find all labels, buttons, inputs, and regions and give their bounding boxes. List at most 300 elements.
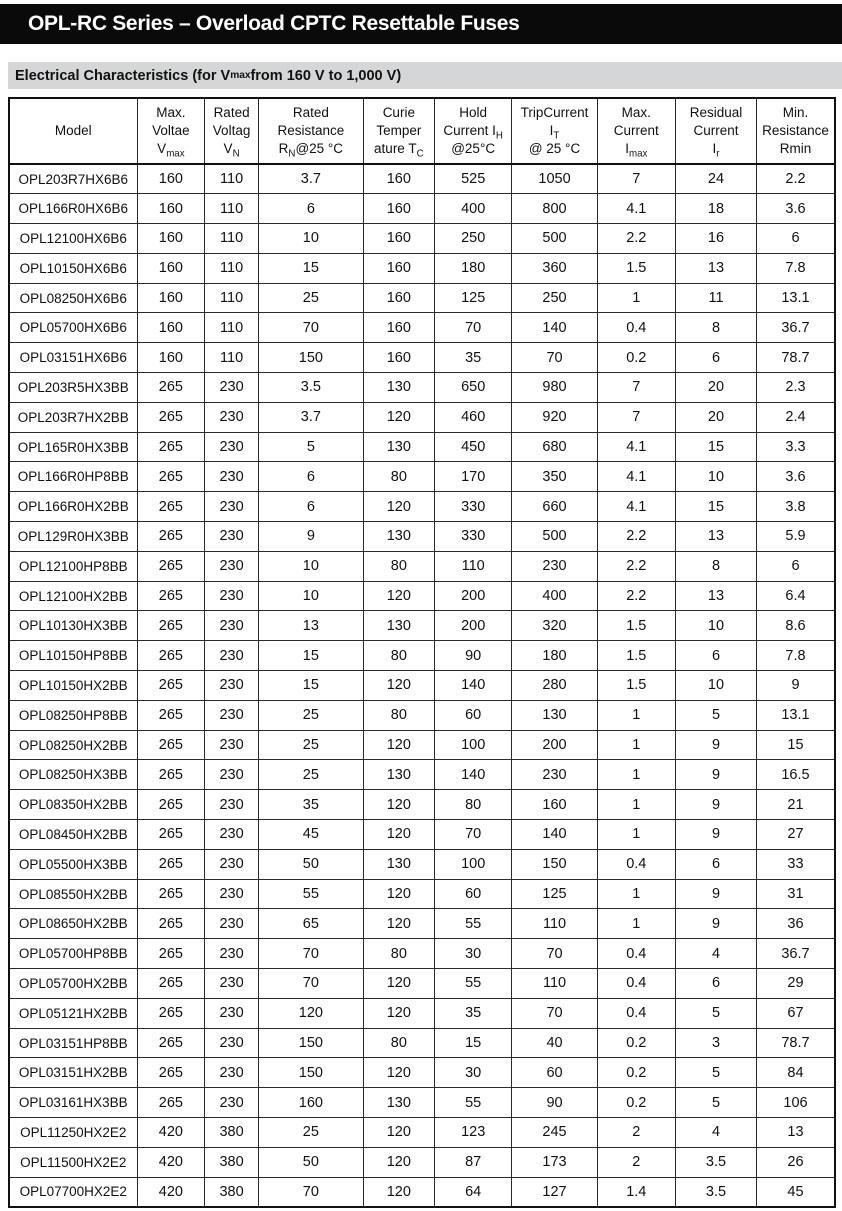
cell-imax: 7 [597, 373, 675, 403]
cell-it: 200 [512, 730, 597, 760]
cell-it: 150 [512, 849, 597, 879]
header-subscript: N [232, 148, 240, 160]
cell-it: 320 [512, 611, 597, 641]
cell-rn: 10 [258, 581, 363, 611]
header-text: @ 25 °C [528, 140, 581, 156]
cell-imax: 1 [597, 700, 675, 730]
table-row [9, 1177, 835, 1207]
cell-vmax: 265 [137, 671, 205, 701]
cell-ih: 525 [434, 164, 512, 194]
cell-ir: 11 [676, 283, 757, 313]
cell-ir: 5 [676, 700, 757, 730]
cell-vn: 110 [205, 164, 259, 194]
cell-imax: 1 [597, 790, 675, 820]
section-header: Electrical Characteristics (for V max from 160 V to 1,000 V) [8, 62, 842, 89]
table-header-row [9, 98, 835, 164]
cell-it: 660 [512, 492, 597, 522]
table-row [9, 492, 835, 522]
table-row [9, 1028, 835, 1058]
cell-vmax: 265 [137, 820, 205, 850]
cell-ir: 24 [676, 164, 757, 194]
cell-tc: 120 [363, 909, 434, 939]
cell-tc: 130 [363, 760, 434, 790]
cell-rn: 25 [258, 283, 363, 313]
header-subscript: T [553, 130, 560, 142]
cell-imax: 4.1 [597, 432, 675, 462]
cell-imax: 2 [597, 1147, 675, 1177]
cell-rmin: 13 [756, 1118, 835, 1148]
cell-rn: 65 [258, 909, 363, 939]
cell-tc: 160 [363, 253, 434, 283]
cell-rn: 10 [258, 224, 363, 254]
cell-imax: 4.1 [597, 492, 675, 522]
cell-imax: 0.4 [597, 849, 675, 879]
table-row [9, 909, 835, 939]
cell-ir: 20 [676, 402, 757, 432]
table-row [9, 164, 835, 194]
cell-model: OPL05700HP8BB [9, 939, 137, 969]
cell-rn: 9 [258, 522, 363, 552]
cell-imax: 1 [597, 909, 675, 939]
cell-vmax: 265 [137, 1028, 205, 1058]
cell-rn: 45 [258, 820, 363, 850]
cell-vn: 230 [205, 1088, 259, 1118]
cell-tc: 130 [363, 849, 434, 879]
cell-ir: 6 [676, 641, 757, 671]
cell-ih: 55 [434, 969, 512, 999]
cell-rmin: 6 [756, 224, 835, 254]
cell-imax: 1 [597, 820, 675, 850]
cell-tc: 120 [363, 820, 434, 850]
cell-tc: 130 [363, 611, 434, 641]
cell-model: OPL08650HX2BB [9, 909, 137, 939]
table-row [9, 373, 835, 403]
cell-it: 70 [512, 998, 597, 1028]
cell-tc: 120 [363, 1147, 434, 1177]
cell-ih: 70 [434, 820, 512, 850]
cell-rn: 3.5 [258, 373, 363, 403]
section-title-pre: Electrical Characteristics (for V [15, 67, 231, 84]
cell-model: OPL10150HP8BB [9, 641, 137, 671]
cell-vn: 380 [205, 1177, 259, 1207]
cell-tc: 120 [363, 879, 434, 909]
section-title-post: from 160 V to 1,000 V) [250, 67, 402, 84]
cell-model: OPL203R5HX3BB [9, 373, 137, 403]
cell-vn: 110 [205, 253, 259, 283]
table-row [9, 730, 835, 760]
cell-imax: 7 [597, 164, 675, 194]
cell-imax: 2.2 [597, 581, 675, 611]
table-row [9, 1147, 835, 1177]
cell-vn: 230 [205, 373, 259, 403]
cell-imax: 0.2 [597, 1028, 675, 1058]
cell-ih: 55 [434, 1088, 512, 1118]
cell-vn: 230 [205, 909, 259, 939]
cell-rmin: 16.5 [756, 760, 835, 790]
cell-rmin: 36 [756, 909, 835, 939]
cell-vmax: 265 [137, 641, 205, 671]
cell-rmin: 31 [756, 879, 835, 909]
cell-vn: 110 [205, 313, 259, 343]
cell-ir: 9 [676, 879, 757, 909]
cell-ih: 200 [434, 611, 512, 641]
cell-ir: 10 [676, 671, 757, 701]
header-text: Hold [459, 105, 488, 121]
cell-it: 400 [512, 581, 597, 611]
header-text: Voltae [152, 123, 190, 139]
header-subscript: max [628, 148, 648, 160]
cell-it: 980 [512, 373, 597, 403]
cell-it: 230 [512, 760, 597, 790]
cell-tc: 160 [363, 313, 434, 343]
cell-model: OPL03151HX2BB [9, 1058, 137, 1088]
cell-tc: 120 [363, 671, 434, 701]
table-row [9, 402, 835, 432]
cell-rn: 25 [258, 760, 363, 790]
cell-vmax: 265 [137, 581, 205, 611]
cell-model: OPL12100HP8BB [9, 551, 137, 581]
cell-ih: 60 [434, 700, 512, 730]
cell-ih: 35 [434, 343, 512, 373]
cell-vmax: 160 [137, 164, 205, 194]
cell-vmax: 160 [137, 253, 205, 283]
cell-tc: 80 [363, 1028, 434, 1058]
cell-vmax: 265 [137, 939, 205, 969]
header-text: Current [693, 123, 739, 139]
cell-ih: 70 [434, 313, 512, 343]
cell-vmax: 265 [137, 730, 205, 760]
cell-imax: 0.2 [597, 1088, 675, 1118]
cell-model: OPL05700HX2BB [9, 969, 137, 999]
cell-rn: 160 [258, 1088, 363, 1118]
cell-vn: 230 [205, 730, 259, 760]
cell-tc: 80 [363, 939, 434, 969]
cell-vn: 230 [205, 969, 259, 999]
cell-imax: 0.4 [597, 939, 675, 969]
cell-ih: 64 [434, 1177, 512, 1207]
cell-rmin: 15 [756, 730, 835, 760]
table-row [9, 998, 835, 1028]
cell-imax: 1.5 [597, 611, 675, 641]
cell-ir: 9 [676, 909, 757, 939]
cell-vn: 230 [205, 939, 259, 969]
cell-ih: 90 [434, 641, 512, 671]
cell-rmin: 84 [756, 1058, 835, 1088]
cell-rmin: 33 [756, 849, 835, 879]
cell-rmin: 78.7 [756, 1028, 835, 1058]
cell-rmin: 78.7 [756, 343, 835, 373]
cell-ir: 15 [676, 432, 757, 462]
cell-rmin: 21 [756, 790, 835, 820]
col-header-rmin [756, 98, 835, 164]
header-subscript: r [716, 148, 720, 160]
cell-rn: 150 [258, 343, 363, 373]
cell-model: OPL08250HX3BB [9, 760, 137, 790]
cell-vmax: 265 [137, 492, 205, 522]
electrical-characteristics-table [8, 97, 836, 1208]
cell-ir: 9 [676, 820, 757, 850]
cell-imax: 0.2 [597, 1058, 675, 1088]
cell-it: 350 [512, 462, 597, 492]
cell-rn: 150 [258, 1058, 363, 1088]
cell-ir: 4 [676, 1118, 757, 1148]
cell-it: 70 [512, 343, 597, 373]
cell-tc: 120 [363, 730, 434, 760]
cell-tc: 160 [363, 164, 434, 194]
cell-vmax: 265 [137, 790, 205, 820]
cell-rmin: 27 [756, 820, 835, 850]
title-banner [0, 4, 842, 44]
header-text: Voltag [212, 123, 251, 139]
cell-model: OPL10150HX2BB [9, 671, 137, 701]
cell-vn: 230 [205, 1028, 259, 1058]
header-text: Current [613, 123, 659, 139]
cell-it: 125 [512, 879, 597, 909]
cell-it: 160 [512, 790, 597, 820]
cell-rn: 10 [258, 551, 363, 581]
cell-vn: 230 [205, 402, 259, 432]
cell-vmax: 265 [137, 1058, 205, 1088]
header-text: Min. [782, 105, 809, 121]
cell-ih: 200 [434, 581, 512, 611]
cell-rmin: 36.7 [756, 939, 835, 969]
cell-ih: 123 [434, 1118, 512, 1148]
header-text: Max. [621, 105, 651, 121]
cell-rn: 70 [258, 313, 363, 343]
col-header-ir [676, 98, 757, 164]
cell-vn: 230 [205, 820, 259, 850]
cell-model: OPL03161HX3BB [9, 1088, 137, 1118]
cell-it: 60 [512, 1058, 597, 1088]
cell-imax: 1.5 [597, 253, 675, 283]
cell-it: 280 [512, 671, 597, 701]
cell-ih: 140 [434, 760, 512, 790]
table-row [9, 849, 835, 879]
cell-rmin: 2.4 [756, 402, 835, 432]
cell-ih: 35 [434, 998, 512, 1028]
cell-rn: 6 [258, 194, 363, 224]
table-row [9, 641, 835, 671]
cell-model: OPL05121HX2BB [9, 998, 137, 1028]
cell-model: OPL11250HX2E2 [9, 1118, 137, 1148]
header-subscript: max [166, 148, 185, 160]
cell-rmin: 45 [756, 1177, 835, 1207]
cell-tc: 80 [363, 462, 434, 492]
cell-ih: 110 [434, 551, 512, 581]
cell-vmax: 265 [137, 432, 205, 462]
cell-vmax: 265 [137, 462, 205, 492]
col-header-vn [205, 98, 259, 164]
cell-ir: 13 [676, 581, 757, 611]
cell-vn: 110 [205, 224, 259, 254]
cell-imax: 1 [597, 879, 675, 909]
cell-imax: 0.4 [597, 969, 675, 999]
cell-tc: 80 [363, 700, 434, 730]
cell-it: 1050 [512, 164, 597, 194]
cell-rmin: 36.7 [756, 313, 835, 343]
cell-vn: 110 [205, 283, 259, 313]
header-text: Temper [376, 123, 422, 139]
table-row [9, 253, 835, 283]
cell-ih: 450 [434, 432, 512, 462]
cell-rn: 25 [258, 700, 363, 730]
cell-tc: 120 [363, 1058, 434, 1088]
cell-ih: 140 [434, 671, 512, 701]
cell-ih: 15 [434, 1028, 512, 1058]
cell-imax: 0.2 [597, 343, 675, 373]
table-row [9, 224, 835, 254]
cell-vmax: 160 [137, 283, 205, 313]
cell-ir: 5 [676, 1088, 757, 1118]
cell-ih: 250 [434, 224, 512, 254]
cell-rmin: 3.6 [756, 194, 835, 224]
cell-it: 920 [512, 402, 597, 432]
table-row [9, 313, 835, 343]
header-text: Rated [213, 105, 250, 121]
cell-rn: 120 [258, 998, 363, 1028]
cell-ih: 55 [434, 909, 512, 939]
cell-imax: 2.2 [597, 551, 675, 581]
cell-ir: 5 [676, 1058, 757, 1088]
cell-tc: 120 [363, 492, 434, 522]
cell-ih: 460 [434, 402, 512, 432]
cell-rmin: 3.3 [756, 432, 835, 462]
cell-ir: 18 [676, 194, 757, 224]
cell-vmax: 265 [137, 1088, 205, 1118]
col-header-vmax [137, 98, 205, 164]
cell-ih: 170 [434, 462, 512, 492]
cell-tc: 160 [363, 283, 434, 313]
cell-ir: 13 [676, 253, 757, 283]
cell-ir: 20 [676, 373, 757, 403]
cell-tc: 120 [363, 790, 434, 820]
cell-vmax: 160 [137, 224, 205, 254]
cell-rn: 13 [258, 611, 363, 641]
cell-rmin: 13.1 [756, 283, 835, 313]
cell-tc: 130 [363, 373, 434, 403]
cell-imax: 2.2 [597, 522, 675, 552]
cell-ih: 180 [434, 253, 512, 283]
table-row [9, 522, 835, 552]
cell-imax: 1 [597, 283, 675, 313]
cell-rmin: 3.6 [756, 462, 835, 492]
cell-tc: 130 [363, 522, 434, 552]
cell-rn: 6 [258, 462, 363, 492]
cell-rmin: 29 [756, 969, 835, 999]
cell-model: OPL05500HX3BB [9, 849, 137, 879]
cell-vmax: 265 [137, 998, 205, 1028]
cell-rn: 3.7 [258, 402, 363, 432]
cell-rmin: 9 [756, 671, 835, 701]
cell-vmax: 265 [137, 522, 205, 552]
cell-vn: 110 [205, 343, 259, 373]
cell-it: 127 [512, 1177, 597, 1207]
cell-vn: 230 [205, 1058, 259, 1088]
cell-rmin: 6.4 [756, 581, 835, 611]
table-row [9, 581, 835, 611]
table-row [9, 462, 835, 492]
cell-rn: 6 [258, 492, 363, 522]
cell-ir: 3.5 [676, 1147, 757, 1177]
header-text: Rated [292, 105, 329, 121]
cell-tc: 130 [363, 1088, 434, 1118]
cell-vn: 230 [205, 581, 259, 611]
cell-rn: 70 [258, 939, 363, 969]
header-text: I [712, 140, 717, 156]
table-row [9, 1088, 835, 1118]
table-header [9, 98, 835, 164]
cell-vn: 230 [205, 790, 259, 820]
table-row [9, 611, 835, 641]
cell-model: OPL12100HX2BB [9, 581, 137, 611]
cell-model: OPL05700HX6B6 [9, 313, 137, 343]
cell-imax: 1 [597, 760, 675, 790]
header-text: Residual [689, 105, 743, 121]
header-text: @25°C [451, 140, 496, 156]
cell-vmax: 265 [137, 849, 205, 879]
cell-ir: 6 [676, 343, 757, 373]
table-row [9, 194, 835, 224]
cell-rn: 55 [258, 879, 363, 909]
cell-it: 110 [512, 909, 597, 939]
table-row [9, 760, 835, 790]
cell-it: 180 [512, 641, 597, 671]
header-text: R [278, 140, 289, 156]
table-row [9, 1058, 835, 1088]
header-text: Rmin [779, 140, 812, 156]
cell-vn: 230 [205, 760, 259, 790]
cell-ir: 10 [676, 611, 757, 641]
col-header-ih [434, 98, 512, 164]
cell-tc: 160 [363, 194, 434, 224]
cell-ir: 6 [676, 849, 757, 879]
table-row [9, 283, 835, 313]
cell-model: OPL08450HX2BB [9, 820, 137, 850]
cell-rmin: 8.6 [756, 611, 835, 641]
cell-model: OPL165R0HX3BB [9, 432, 137, 462]
cell-model: OPL11500HX2E2 [9, 1147, 137, 1177]
cell-rmin: 67 [756, 998, 835, 1028]
cell-imax: 2.2 [597, 224, 675, 254]
cell-ir: 10 [676, 462, 757, 492]
cell-ih: 100 [434, 730, 512, 760]
cell-ir: 16 [676, 224, 757, 254]
cell-model: OPL203R7HX6B6 [9, 164, 137, 194]
cell-vmax: 265 [137, 700, 205, 730]
cell-rn: 70 [258, 969, 363, 999]
cell-model: OPL10150HX6B6 [9, 253, 137, 283]
cell-vn: 380 [205, 1147, 259, 1177]
cell-ir: 3.5 [676, 1177, 757, 1207]
cell-it: 110 [512, 969, 597, 999]
cell-vn: 230 [205, 849, 259, 879]
cell-rmin: 3.8 [756, 492, 835, 522]
cell-ih: 30 [434, 939, 512, 969]
cell-model: OPL12100HX6B6 [9, 224, 137, 254]
cell-imax: 4.1 [597, 194, 675, 224]
header-text: ature T [374, 140, 417, 156]
cell-vmax: 265 [137, 611, 205, 641]
cell-ir: 6 [676, 969, 757, 999]
cell-vmax: 265 [137, 551, 205, 581]
cell-it: 40 [512, 1028, 597, 1058]
col-header-imax [597, 98, 675, 164]
cell-ir: 8 [676, 313, 757, 343]
header-text: @25 °C [295, 140, 344, 156]
cell-ir: 5 [676, 998, 757, 1028]
cell-vn: 230 [205, 671, 259, 701]
cell-ir: 15 [676, 492, 757, 522]
